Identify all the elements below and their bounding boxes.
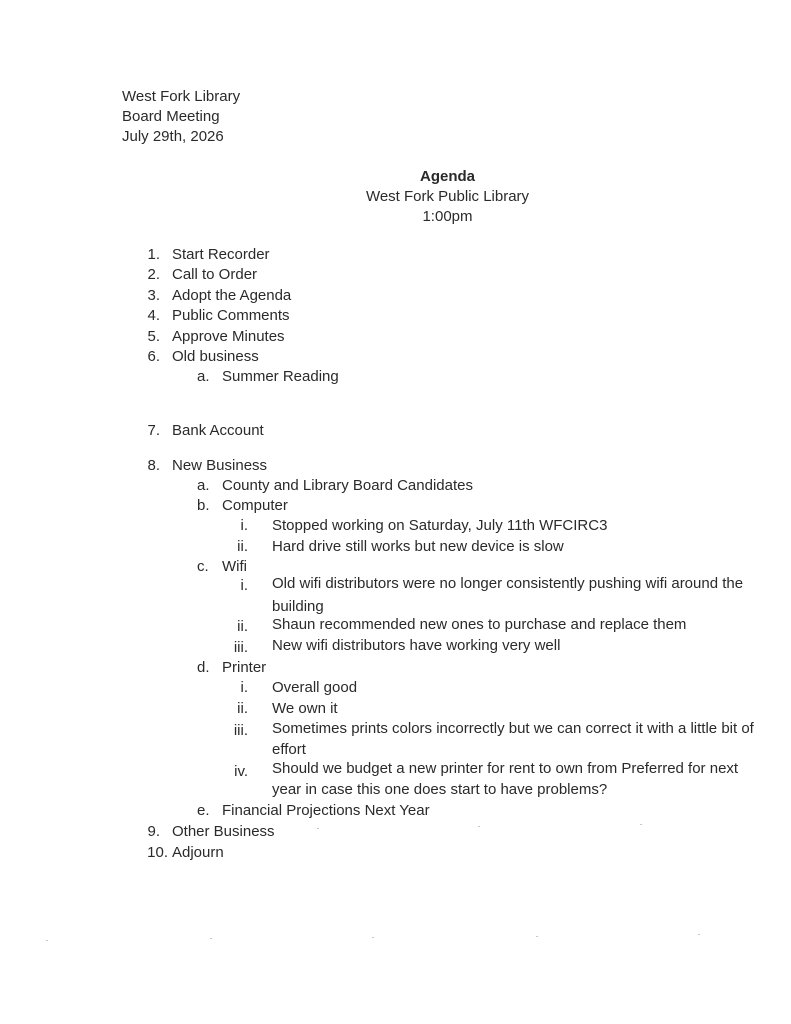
roman-text: Sometimes prints colors incorrectly but we can correct it with a little bit of (272, 720, 754, 737)
roman-text: We own it (272, 700, 338, 717)
scan-speck (210, 938, 212, 939)
item-label: Approve Minutes (172, 328, 285, 345)
item-label: Start Recorder (172, 246, 270, 263)
roman-text-continued: building (272, 598, 324, 615)
item-number: 2. (147, 266, 160, 283)
item-number: 7. (147, 422, 160, 439)
scan-speck (372, 937, 374, 938)
roman-text-continued: effort (272, 741, 306, 758)
roman-marker: i. (240, 577, 248, 594)
scan-speck (317, 828, 319, 829)
item-label: Other Business (172, 823, 275, 840)
roman-text: Shaun recommended new ones to purchase and replace them (272, 616, 687, 633)
item-label: Call to Order (172, 266, 258, 283)
sub-item-marker: d. (197, 659, 210, 676)
item-label: Bank Account (172, 422, 264, 439)
scan-speck (698, 934, 700, 935)
scan-speck (536, 936, 538, 937)
roman-text: Should we budget a new printer for rent to own from Preferred for next (272, 760, 739, 777)
sub-item-marker: b. (197, 497, 210, 514)
scan-speck (478, 826, 480, 827)
roman-marker: iii. (233, 639, 248, 656)
roman-text: Overall good (272, 679, 358, 696)
roman-marker: i. (240, 517, 248, 534)
library-name: West Fork Library (122, 88, 241, 105)
sub-item-marker: a. (197, 477, 210, 494)
item-number: 6. (147, 348, 160, 365)
roman-marker: ii. (237, 700, 248, 717)
roman-marker: i. (240, 679, 248, 696)
roman-text-continued: year in case this one does start to have problems? (272, 781, 608, 798)
item-number: 3. (147, 287, 160, 304)
agenda-title: Agenda (419, 168, 475, 185)
item-number: 4. (147, 307, 160, 324)
sub-item-label: Printer (222, 659, 267, 676)
item-label: Adopt the Agenda (172, 287, 292, 304)
roman-marker: iv. (234, 763, 248, 780)
item-label: Adjourn (172, 844, 224, 861)
agenda-time: 1:00pm (422, 208, 473, 225)
roman-marker: ii. (237, 618, 248, 635)
roman-text: Hard drive still works but new device is slow (272, 538, 564, 555)
sub-item-label: Summer Reading (222, 368, 339, 385)
sub-item-label: Computer (222, 497, 288, 514)
item-label: New Business (172, 457, 268, 474)
meeting-type: Board Meeting (122, 108, 220, 125)
scan-speck (46, 940, 48, 941)
sub-item-marker: c. (197, 558, 209, 575)
agenda-location: West Fork Public Library (365, 188, 530, 205)
scan-speck (640, 824, 642, 825)
roman-text: New wifi distributors have working very well (272, 637, 561, 654)
item-number: 1. (147, 246, 160, 263)
item-label: Public Comments (172, 307, 290, 324)
item-label: Old business (172, 348, 259, 365)
roman-text: Old wifi distributors were no longer consistently pushing wifi around the (272, 575, 744, 592)
item-number: 9. (147, 823, 160, 840)
meeting-date: July 29th, 2026 (122, 128, 224, 145)
item-number: 8. (147, 457, 160, 474)
item-number: 10. (147, 844, 168, 861)
roman-marker: ii. (237, 538, 248, 555)
item-number: 5. (147, 328, 160, 345)
roman-text: Stopped working on Saturday, July 11th WFCIRC3 (272, 517, 608, 534)
sub-item-marker: e. (197, 802, 210, 819)
sub-item-label: Wifi (222, 558, 247, 575)
sub-item-marker: a. (197, 368, 210, 385)
roman-marker: iii. (233, 722, 248, 739)
sub-item-label: County and Library Board Candidates (222, 477, 473, 494)
sub-item-label: Financial Projections Next Year (222, 802, 430, 819)
